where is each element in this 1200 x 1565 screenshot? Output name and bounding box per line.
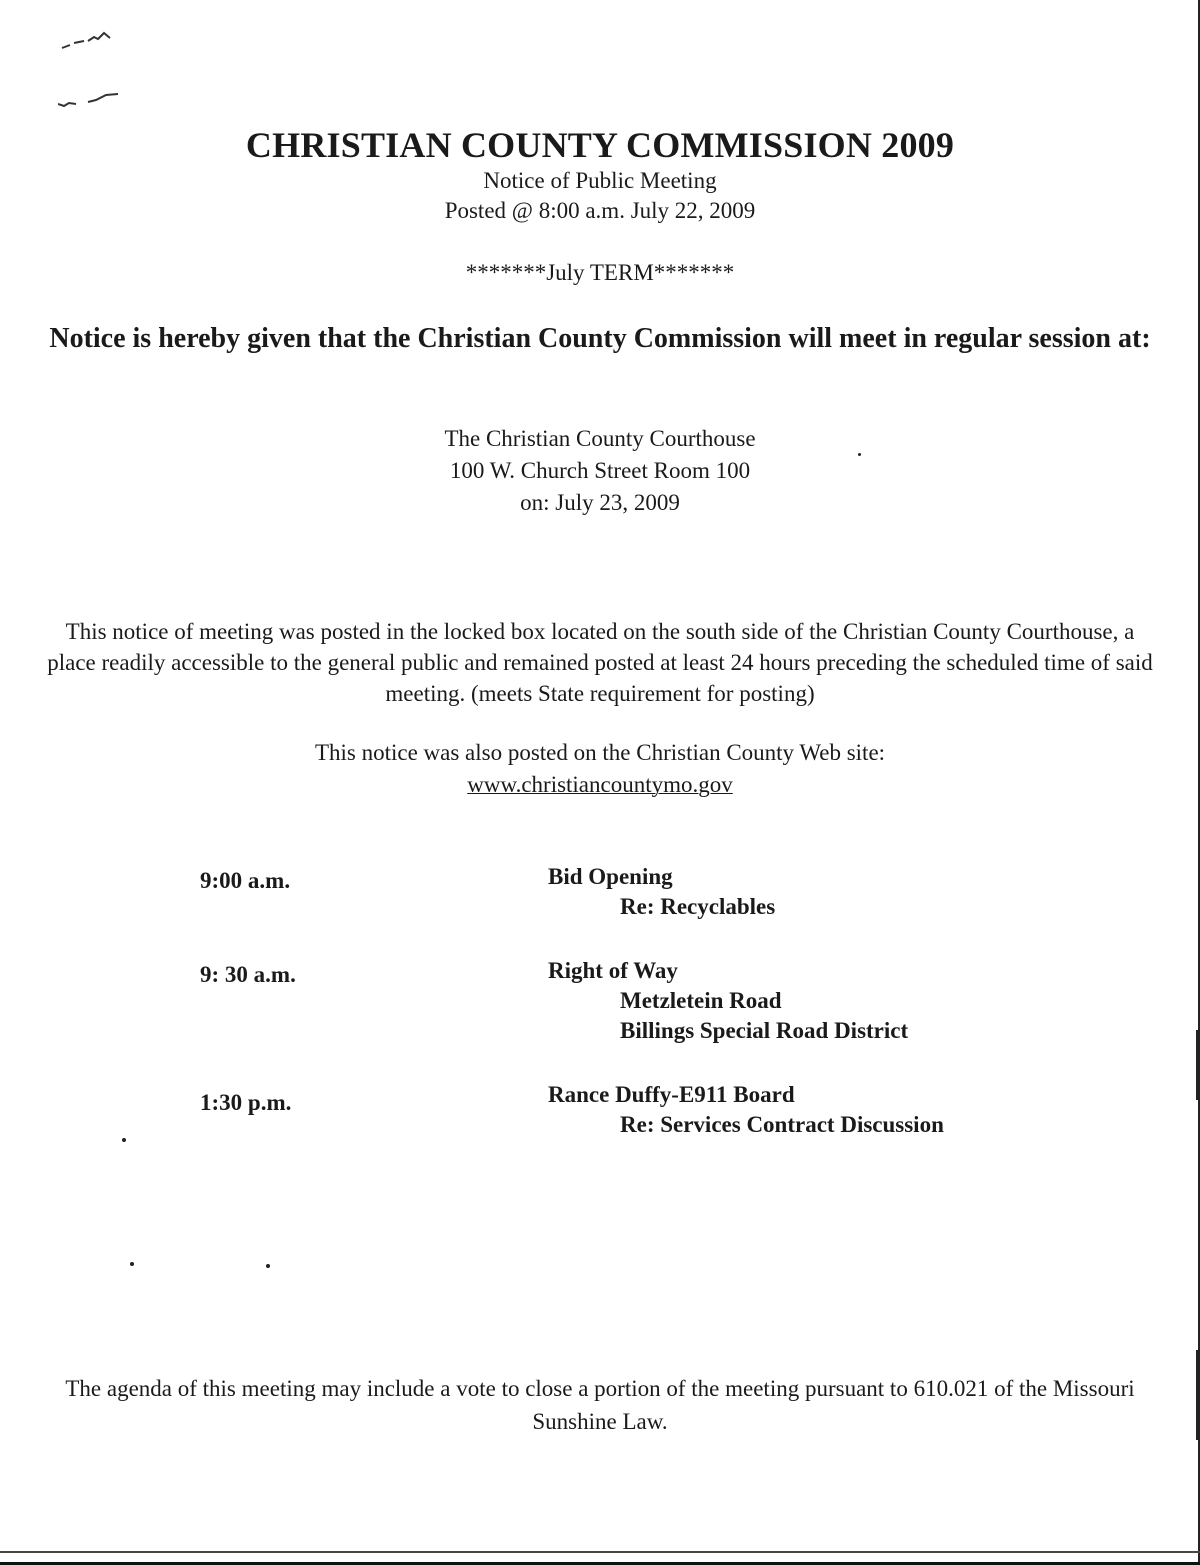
agenda-detail: Billings Special Road District bbox=[620, 1018, 909, 1043]
agenda-time: 9: 30 a.m. bbox=[200, 962, 296, 987]
scan-smudge-marks bbox=[58, 28, 148, 118]
scan-dot bbox=[266, 1264, 270, 1268]
location-building: The Christian County Courthouse bbox=[444, 426, 756, 451]
scan-edge-bottom-line bbox=[0, 1551, 1200, 1553]
meeting-date: on: July 23, 2009 bbox=[520, 490, 680, 515]
posted-date: Posted @ 8:00 a.m. July 22, 2009 bbox=[444, 198, 756, 223]
agenda-title: Right of Way bbox=[548, 958, 678, 983]
agenda-detail: Metzletein Road bbox=[620, 988, 782, 1013]
agenda-title: Rance Duffy-E911 Board bbox=[548, 1082, 795, 1107]
web-link-container bbox=[0, 772, 1200, 798]
scan-dot bbox=[130, 1262, 134, 1266]
agenda-title: Bid Opening bbox=[548, 864, 673, 889]
scan-edge-tick bbox=[1196, 1350, 1198, 1440]
notice-statement: Notice is hereby given that the Christian County Commission will meet in regular session at: bbox=[49, 323, 1151, 354]
agenda-time: 9:00 a.m. bbox=[200, 868, 291, 893]
scan-dot bbox=[122, 1138, 126, 1142]
website-link[interactable]: www.christiancountymo.gov bbox=[467, 772, 733, 797]
location-address: 100 W. Church Street Room 100 bbox=[449, 458, 751, 483]
agenda-time: 1:30 p.m. bbox=[200, 1090, 292, 1115]
document-subtitle: Notice of Public Meeting bbox=[483, 168, 717, 193]
posting-paragraph: This notice of meeting was posted in the locked box located on the south side of the Christian County Courthouse, a place readily accessible to the general public and remained posted at least 24 hours preceding the scheduled time of said meeting. (meets State requirement for posting) bbox=[47, 619, 1153, 706]
agenda-detail: Re: Recyclables bbox=[620, 894, 776, 919]
document-title: CHRISTIAN COUNTY COMMISSION 2009 bbox=[245, 125, 955, 165]
agenda-detail: Re: Services Contract Discussion bbox=[620, 1112, 944, 1137]
closing-statement: The agenda of this meeting may include a vote to close a portion of the meeting pursuant to 610.021 of the Missouri Sunshine Law. bbox=[65, 1376, 1135, 1434]
scan-edge-tick bbox=[1196, 1030, 1198, 1100]
term-label: *******July TERM******* bbox=[465, 260, 735, 285]
web-notice-text: This notice was also posted on the Christian County Web site: bbox=[314, 740, 886, 765]
scan-dot bbox=[858, 453, 861, 456]
